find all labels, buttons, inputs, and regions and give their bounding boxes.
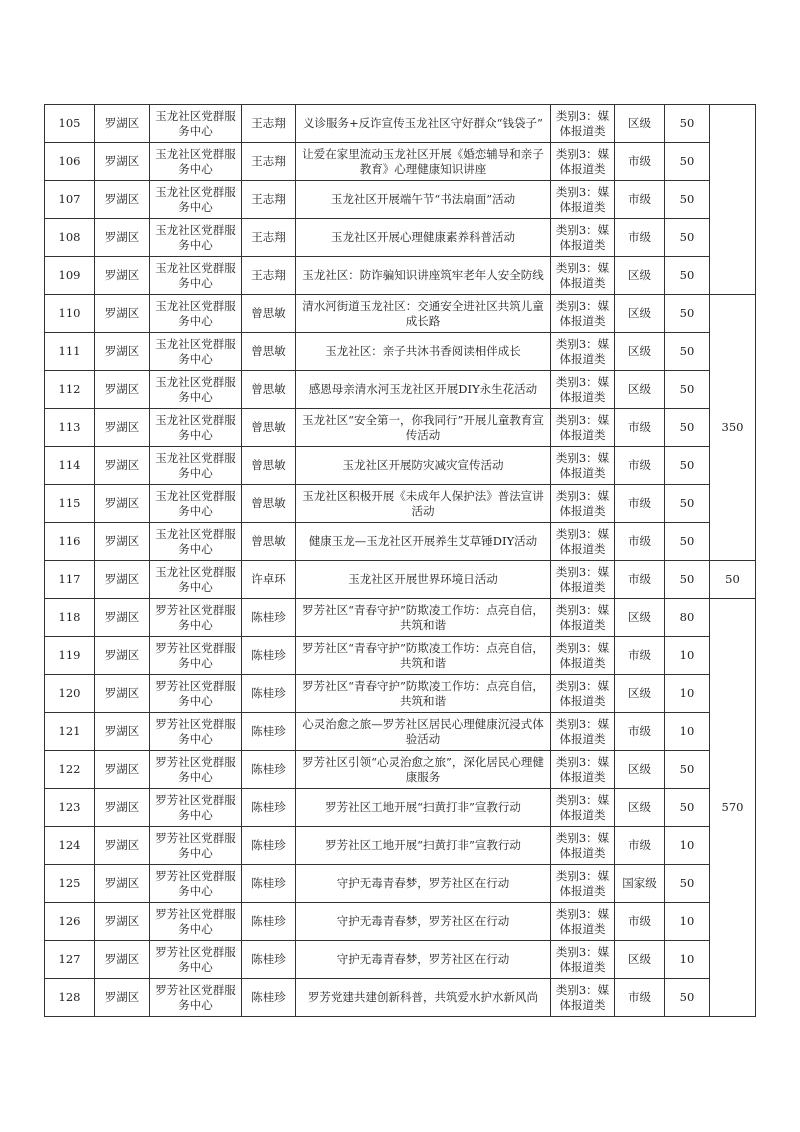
organization-cell: 罗芳社区党群服务中心 [150,637,242,675]
row-number: 122 [45,751,95,789]
row-number: 112 [45,371,95,409]
level-cell: 区级 [615,675,665,713]
district-cell: 罗湖区 [95,903,150,941]
district-cell: 罗湖区 [95,675,150,713]
level-cell: 市级 [615,979,665,1017]
row-number: 111 [45,333,95,371]
person-cell: 曾思敏 [242,447,296,485]
level-cell: 市级 [615,219,665,257]
score-cell: 50 [665,447,710,485]
district-cell: 罗湖区 [95,979,150,1017]
category-cell: 类别3：媒体报道类 [551,447,615,485]
table-row [45,523,756,561]
organization-cell: 玉龙社区党群服务中心 [150,485,242,523]
title-cell: 罗芳社区“青春守护”防欺凌工作坊：点亮自信，共筑和谐 [296,599,551,637]
district-cell: 罗湖区 [95,181,150,219]
level-cell: 市级 [615,827,665,865]
organization-cell: 玉龙社区党群服务中心 [150,561,242,599]
row-number: 107 [45,181,95,219]
row-number: 108 [45,219,95,257]
category-cell: 类别3：媒体报道类 [551,371,615,409]
organization-cell: 玉龙社区党群服务中心 [150,295,242,333]
row-number: 114 [45,447,95,485]
row-number: 113 [45,409,95,447]
score-cell: 50 [665,485,710,523]
district-cell: 罗湖区 [95,789,150,827]
level-cell: 区级 [615,751,665,789]
table-row [45,371,756,409]
table-row [45,599,756,637]
category-cell: 类别3：媒体报道类 [551,295,615,333]
level-cell: 市级 [615,561,665,599]
organization-cell: 玉龙社区党群服务中心 [150,523,242,561]
person-cell: 王志翔 [242,105,296,143]
level-cell: 国家级 [615,865,665,903]
table-row [45,295,756,333]
title-cell: 玉龙社区：亲子共沐书香阅读相伴成长 [296,333,551,371]
organization-cell: 罗芳社区党群服务中心 [150,599,242,637]
person-cell: 陈桂珍 [242,827,296,865]
category-cell: 类别3：媒体报道类 [551,105,615,143]
person-cell: 曾思敏 [242,485,296,523]
score-cell: 50 [665,105,710,143]
person-cell: 曾思敏 [242,523,296,561]
person-cell: 陈桂珍 [242,599,296,637]
level-cell: 市级 [615,447,665,485]
title-cell: 义诊服务+反诈宣传玉龙社区守好群众“钱袋子” [296,105,551,143]
district-cell: 罗湖区 [95,409,150,447]
row-number: 128 [45,979,95,1017]
row-number: 124 [45,827,95,865]
level-cell: 市级 [615,181,665,219]
district-cell: 罗湖区 [95,447,150,485]
row-number: 127 [45,941,95,979]
row-number: 109 [45,257,95,295]
row-number: 120 [45,675,95,713]
score-cell: 50 [665,409,710,447]
score-cell: 80 [665,599,710,637]
person-cell: 曾思敏 [242,409,296,447]
district-cell: 罗湖区 [95,257,150,295]
person-cell: 陈桂珍 [242,713,296,751]
title-cell: 罗芳党建共建创新科普，共筑爱水护水新风尚 [296,979,551,1017]
title-cell: 让爱在家里流动玉龙社区开展《婚恋辅导和亲子教育》心理健康知识讲座 [296,143,551,181]
organization-cell: 玉龙社区党群服务中心 [150,219,242,257]
organization-cell: 玉龙社区党群服务中心 [150,371,242,409]
person-cell: 陈桂珍 [242,903,296,941]
category-cell: 类别3：媒体报道类 [551,751,615,789]
category-cell: 类别3：媒体报道类 [551,561,615,599]
organization-cell: 罗芳社区党群服务中心 [150,979,242,1017]
category-cell: 类别3：媒体报道类 [551,599,615,637]
score-cell: 10 [665,675,710,713]
organization-cell: 玉龙社区党群服务中心 [150,409,242,447]
level-cell: 市级 [615,523,665,561]
group-total-cell [710,105,756,295]
organization-cell: 罗芳社区党群服务中心 [150,713,242,751]
title-cell: 玉龙社区：防诈骗知识讲座筑牢老年人安全防线 [296,257,551,295]
category-cell: 类别3：媒体报道类 [551,257,615,295]
table-row [45,637,756,675]
level-cell: 区级 [615,105,665,143]
district-cell: 罗湖区 [95,827,150,865]
table-row [45,257,756,295]
table-row [45,751,756,789]
table-row [45,485,756,523]
organization-cell: 玉龙社区党群服务中心 [150,333,242,371]
table-body [45,105,756,1017]
score-cell: 50 [665,979,710,1017]
table-row [45,219,756,257]
level-cell: 区级 [615,371,665,409]
score-cell: 50 [665,295,710,333]
row-number: 105 [45,105,95,143]
level-cell: 市级 [615,713,665,751]
district-cell: 罗湖区 [95,333,150,371]
table-row [45,903,756,941]
district-cell: 罗湖区 [95,219,150,257]
category-cell: 类别3：媒体报道类 [551,903,615,941]
title-cell: 罗芳社区引领“心灵治愈之旅”，深化居民心理健康服务 [296,751,551,789]
score-cell: 10 [665,827,710,865]
score-cell: 50 [665,257,710,295]
row-number: 126 [45,903,95,941]
level-cell: 市级 [615,637,665,675]
district-cell: 罗湖区 [95,865,150,903]
row-number: 121 [45,713,95,751]
category-cell: 类别3：媒体报道类 [551,637,615,675]
level-cell: 市级 [615,903,665,941]
title-cell: 守护无毒青春梦，罗芳社区在行动 [296,865,551,903]
category-cell: 类别3：媒体报道类 [551,979,615,1017]
title-cell: 罗芳社区“青春守护”防欺凌工作坊：点亮自信，共筑和谐 [296,637,551,675]
table-row [45,333,756,371]
level-cell: 区级 [615,789,665,827]
level-cell: 市级 [615,143,665,181]
score-cell: 50 [665,371,710,409]
level-cell: 区级 [615,333,665,371]
category-cell: 类别3：媒体报道类 [551,675,615,713]
score-cell: 50 [665,789,710,827]
score-cell: 50 [665,143,710,181]
organization-cell: 罗芳社区党群服务中心 [150,941,242,979]
person-cell: 陈桂珍 [242,941,296,979]
district-cell: 罗湖区 [95,295,150,333]
table-row [45,143,756,181]
table-row [45,181,756,219]
district-cell: 罗湖区 [95,561,150,599]
district-cell: 罗湖区 [95,941,150,979]
person-cell: 陈桂珍 [242,789,296,827]
title-cell: 玉龙社区开展端午节“书法扇面”活动 [296,181,551,219]
person-cell: 曾思敏 [242,333,296,371]
group-total-cell: 570 [710,599,756,1017]
organization-cell: 玉龙社区党群服务中心 [150,257,242,295]
category-cell: 类别3：媒体报道类 [551,409,615,447]
table-row [45,105,756,143]
level-cell: 区级 [615,295,665,333]
organization-cell: 罗芳社区党群服务中心 [150,903,242,941]
organization-cell: 罗芳社区党群服务中心 [150,675,242,713]
title-cell: 玉龙社区“安全第一，你我同行”开展儿童教育宣传活动 [296,409,551,447]
person-cell: 许卓环 [242,561,296,599]
row-number: 115 [45,485,95,523]
level-cell: 区级 [615,257,665,295]
organization-cell: 玉龙社区党群服务中心 [150,105,242,143]
district-cell: 罗湖区 [95,485,150,523]
row-number: 106 [45,143,95,181]
person-cell: 王志翔 [242,257,296,295]
group-total-cell: 350 [710,295,756,561]
district-cell: 罗湖区 [95,523,150,561]
category-cell: 类别3：媒体报道类 [551,333,615,371]
title-cell: 玉龙社区开展心理健康素养科普活动 [296,219,551,257]
district-cell: 罗湖区 [95,713,150,751]
score-cell: 50 [665,751,710,789]
district-cell: 罗湖区 [95,371,150,409]
score-cell: 50 [665,333,710,371]
score-cell: 50 [665,523,710,561]
category-cell: 类别3：媒体报道类 [551,523,615,561]
organization-cell: 罗芳社区党群服务中心 [150,751,242,789]
title-cell: 健康玉龙—玉龙社区开展养生艾草锤DIY活动 [296,523,551,561]
person-cell: 王志翔 [242,143,296,181]
person-cell: 曾思敏 [242,371,296,409]
title-cell: 清水河街道玉龙社区：交通安全进社区共筑儿童成长路 [296,295,551,333]
row-number: 118 [45,599,95,637]
score-cell: 50 [665,181,710,219]
score-cell: 50 [665,865,710,903]
title-cell: 罗芳社区“青春守护”防欺凌工作坊：点亮自信，共筑和谐 [296,675,551,713]
person-cell: 王志翔 [242,219,296,257]
district-cell: 罗湖区 [95,751,150,789]
category-cell: 类别3：媒体报道类 [551,827,615,865]
title-cell: 玉龙社区开展世界环境日活动 [296,561,551,599]
title-cell: 罗芳社区工地开展“扫黄打非”宣教行动 [296,827,551,865]
title-cell: 守护无毒青春梦，罗芳社区在行动 [296,903,551,941]
category-cell: 类别3：媒体报道类 [551,485,615,523]
district-cell: 罗湖区 [95,143,150,181]
person-cell: 陈桂珍 [242,637,296,675]
table-row [45,865,756,903]
district-cell: 罗湖区 [95,637,150,675]
person-cell: 王志翔 [242,181,296,219]
organization-cell: 罗芳社区党群服务中心 [150,827,242,865]
row-number: 116 [45,523,95,561]
score-cell: 10 [665,637,710,675]
title-cell: 心灵治愈之旅—罗芳社区居民心理健康沉浸式体验活动 [296,713,551,751]
row-number: 123 [45,789,95,827]
category-cell: 类别3：媒体报道类 [551,713,615,751]
category-cell: 类别3：媒体报道类 [551,865,615,903]
person-cell: 陈桂珍 [242,979,296,1017]
category-cell: 类别3：媒体报道类 [551,181,615,219]
table-row [45,409,756,447]
level-cell: 区级 [615,941,665,979]
organization-cell: 罗芳社区党群服务中心 [150,865,242,903]
row-number: 119 [45,637,95,675]
level-cell: 市级 [615,409,665,447]
table-row [45,713,756,751]
table-row [45,827,756,865]
level-cell: 市级 [615,485,665,523]
category-cell: 类别3：媒体报道类 [551,219,615,257]
score-cell: 50 [665,561,710,599]
row-number: 125 [45,865,95,903]
score-cell: 50 [665,219,710,257]
title-cell: 罗芳社区工地开展“扫黄打非”宣教行动 [296,789,551,827]
table-row [45,979,756,1017]
organization-cell: 玉龙社区党群服务中心 [150,447,242,485]
score-cell: 10 [665,713,710,751]
person-cell: 陈桂珍 [242,751,296,789]
title-cell: 守护无毒青春梦，罗芳社区在行动 [296,941,551,979]
person-cell: 陈桂珍 [242,675,296,713]
score-cell: 10 [665,941,710,979]
score-table [44,104,756,1017]
group-total-cell: 50 [710,561,756,599]
row-number: 117 [45,561,95,599]
organization-cell: 罗芳社区党群服务中心 [150,789,242,827]
level-cell: 区级 [615,599,665,637]
category-cell: 类别3：媒体报道类 [551,789,615,827]
title-cell: 玉龙社区开展防灾减灾宣传活动 [296,447,551,485]
table-row [45,941,756,979]
title-cell: 感恩母亲清水河玉龙社区开展DIY永生花活动 [296,371,551,409]
table-row [45,447,756,485]
score-cell: 10 [665,903,710,941]
district-cell: 罗湖区 [95,105,150,143]
category-cell: 类别3：媒体报道类 [551,143,615,181]
district-cell: 罗湖区 [95,599,150,637]
person-cell: 曾思敏 [242,295,296,333]
table-row [45,561,756,599]
row-number: 110 [45,295,95,333]
category-cell: 类别3：媒体报道类 [551,941,615,979]
organization-cell: 玉龙社区党群服务中心 [150,143,242,181]
person-cell: 陈桂珍 [242,865,296,903]
table-row [45,789,756,827]
organization-cell: 玉龙社区党群服务中心 [150,181,242,219]
table-row [45,675,756,713]
title-cell: 玉龙社区积极开展《未成年人保护法》普法宣讲活动 [296,485,551,523]
